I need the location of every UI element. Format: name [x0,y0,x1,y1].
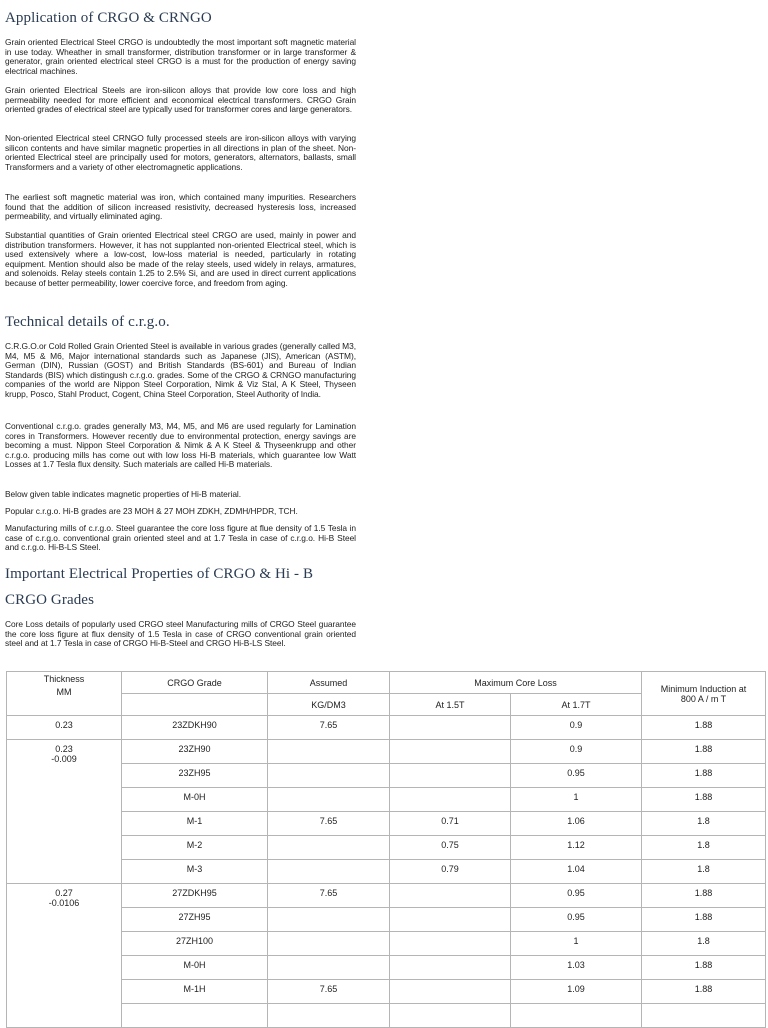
paragraph: Substantial quantities of Grain oriented Electrical steel CRGO are used, mainly in power and distribution transformers. However, it has not supplanted non-oriented Electrical steel, which is used extensively where a low-cost, low-loss material is needed, particularly in rotating equipment. Mention should also be made of the relay steels, used widely in relays, armatures, and solenoids. Relay steels contain 1.25 to 2.5% Si, and are used in direct current applications because of better permeability, lower coercive force, and freedom from aging. [5,230,356,288]
header-thickness: Thickness MM [7,672,122,716]
at17-cell: 1.09 [511,980,642,1004]
assumed-cell [268,956,390,980]
grade-cell: M-2 [122,836,268,860]
core-loss-table [6,671,766,1028]
at17-cell: 1.04 [511,860,642,884]
at15-cell [390,764,511,788]
paragraph: Core Loss details of popularly used CRGO steel Manufacturing mills of CRGO Steel guarantee the core loss figure at flux density of 1.5 Tesla in case of CRGO conventional grain oriented steel and at 1.7 Tesla in case of CRGO Hi-B-Steel and CRGO Hi-B-LS Steel. [5,619,356,649]
grade-cell: M-1 [122,812,268,836]
paragraph: Below given table indicates magnetic properties of Hi-B material. [5,489,242,499]
assumed-cell [268,740,390,764]
induction-cell: 1.88 [642,980,766,1004]
paragraph: Grain oriented Electrical Steel CRGO is undoubtedly the most important soft magnetic material in use today. Wheather in small transformer, distribution transformer or in large transformer & generator, grain oriented electrical steel CRGO is a must for the production of energy saving electrical machines. [5,37,356,76]
assumed-cell: 7.65 [268,812,390,836]
table-row [7,716,766,740]
header-at-1-7t: At 1.7T [511,694,642,716]
at15-cell [390,884,511,908]
at17-cell: 0.95 [511,908,642,932]
paragraph: Popular c.r.g.o. Hi-B grades are 23 MOH & 27 MOH ZDKH, ZDMH/HPDR, TCH. [5,506,298,516]
at15-cell [390,716,511,740]
assumed-cell: 7.65 [268,716,390,740]
induction-cell: 1.88 [642,716,766,740]
section-title-technical: Technical details of c.r.g.o. [5,314,170,330]
at15-cell [390,980,511,1004]
at17-cell: 1 [511,788,642,812]
at17-cell: 0.9 [511,740,642,764]
header-assumed: Assumed [268,672,390,694]
at17-cell: 1 [511,932,642,956]
grade-cell: M-3 [122,860,268,884]
at15-cell: 0.71 [390,812,511,836]
induction-cell: 1.88 [642,788,766,812]
section-title-grades: CRGO Grades [5,592,95,608]
grade-cell: 23ZH90 [122,740,268,764]
header-grade: CRGO Grade [122,672,268,694]
at15-cell [390,788,511,812]
grade-cell: 27ZDKH95 [122,884,268,908]
induction-cell: 1.88 [642,884,766,908]
paragraph: The earliest soft magnetic material was iron, which contained many impurities. Researchers found that the addition of silicon increased resistivity, decreased hysteresis loss, increased permeability, and virtually eliminated aging. [5,192,356,222]
at17-cell: 1.06 [511,812,642,836]
header-at-1-5t: At 1.5T [390,694,511,716]
at17-cell: 1.03 [511,956,642,980]
assumed-cell [268,932,390,956]
at15-cell [390,740,511,764]
at15-cell: 0.79 [390,860,511,884]
paragraph: Conventional c.r.g.o. grades generally M3, M4, M5, and M6 are used regularly for Lamination cores in Transformers. However recently due to environmental protection, energy savings are becoming a must. Nippon Steel Corporation & Nimk & A K Steel & Thyseenkrupp and other c.r.g.o. producing mills has come out with low loss Hi-B materials, which guarantee low Watt Losses at 1.7 Tesla flux density. Such materials are called Hi-B materials. [5,421,356,470]
induction-cell: 1.88 [642,764,766,788]
induction-cell: 1.88 [642,956,766,980]
grade-cell: M-0H [122,956,268,980]
grade-cell: M-1H [122,980,268,1004]
induction-cell: 1.88 [642,740,766,764]
header-assumed-unit: KG/DM3 [268,694,390,716]
section-title-application: Application of CRGO & CRNGO [5,10,212,26]
induction-cell: 1.8 [642,836,766,860]
paragraph: C.R.G.O.or Cold Rolled Grain Oriented Steel is available in various grades (generally called M3, M4, M5 & M6, Major international standards such as Japanese (JIS), American (ASTM), German (DIN), Russian (GOST) and British Standards (BS-601) and Bureau of Indian Standards (BIS) which distingush c.r.g.o. grades. Some of the CRGO & CRNGO manufacturing companies of the world are Nippon Steel Corporation, Nimk & Viz Stal, A K Steel, Thyseen krupp, Posco, Stahl Product, Cogent, China Steel Corporation, Steel Authority of India. [5,341,356,399]
header-grade-blank [122,694,268,716]
table-row [7,740,766,764]
at15-cell [390,932,511,956]
at15-cell [390,908,511,932]
at17-cell: 0.9 [511,716,642,740]
thickness-cell: 0.23 [7,716,122,740]
grade-cell: 27ZH95 [122,908,268,932]
at15-cell: 0.75 [390,836,511,860]
assumed-cell: 7.65 [268,884,390,908]
header-max-core-loss: Maximum Core Loss [390,672,642,694]
assumed-cell [268,788,390,812]
grade-cell: M-0H [122,788,268,812]
table-header-row [7,672,766,694]
induction-cell: 1.88 [642,908,766,932]
at17-cell: 0.95 [511,884,642,908]
header-min-induction: Minimum Induction at 800 A / m T [642,672,766,716]
grade-cell: 23ZDKH90 [122,716,268,740]
grade-cell: 23ZH95 [122,764,268,788]
table-row [7,884,766,908]
at17-cell: 0.95 [511,764,642,788]
paragraph: Manufacturing mills of c.r.g.o. Steel guarantee the core loss figure at flue density of 1.5 Tesla in case of c.r.g.o. conventional grain oriented steel and at 1.7 Tesla in case of c.r.g.o. Hi-B Steel and c.r.g.o. Hi-B-LS Steel. [5,523,356,553]
induction-cell: 1.8 [642,932,766,956]
thickness-cell: 0.23 -0.009 [7,740,122,884]
paragraph: Grain oriented Electrical Steels are iron-silicon alloys that provide low core loss and high permeability needed for more efficient and economical electrical transformers. CRGO Grain oriented grades of electrical steel are typically used for transformer cores and large generators. [5,85,356,115]
section-title-properties: Important Electrical Properties of CRGO & Hi - B [5,566,314,582]
assumed-cell [268,860,390,884]
induction-cell: 1.8 [642,812,766,836]
assumed-cell [268,908,390,932]
at15-cell [390,956,511,980]
assumed-cell [268,764,390,788]
grade-cell: 27ZH100 [122,932,268,956]
at17-cell: 1.12 [511,836,642,860]
assumed-cell: 7.65 [268,980,390,1004]
induction-cell: 1.8 [642,860,766,884]
assumed-cell [268,836,390,860]
paragraph: Non-oriented Electrical steel CRNGO fully processed steels are iron-silicon alloys with varying silicon contents and have similar magnetic properties in all directions in plan of the sheet. Non-oriented Electrical steel are principally used for motors, generators, alternators, ballasts, small Transformers and a variety of other electromagnetic applications. [5,133,356,172]
thickness-cell: 0.27 -0.0106 [7,884,122,1028]
